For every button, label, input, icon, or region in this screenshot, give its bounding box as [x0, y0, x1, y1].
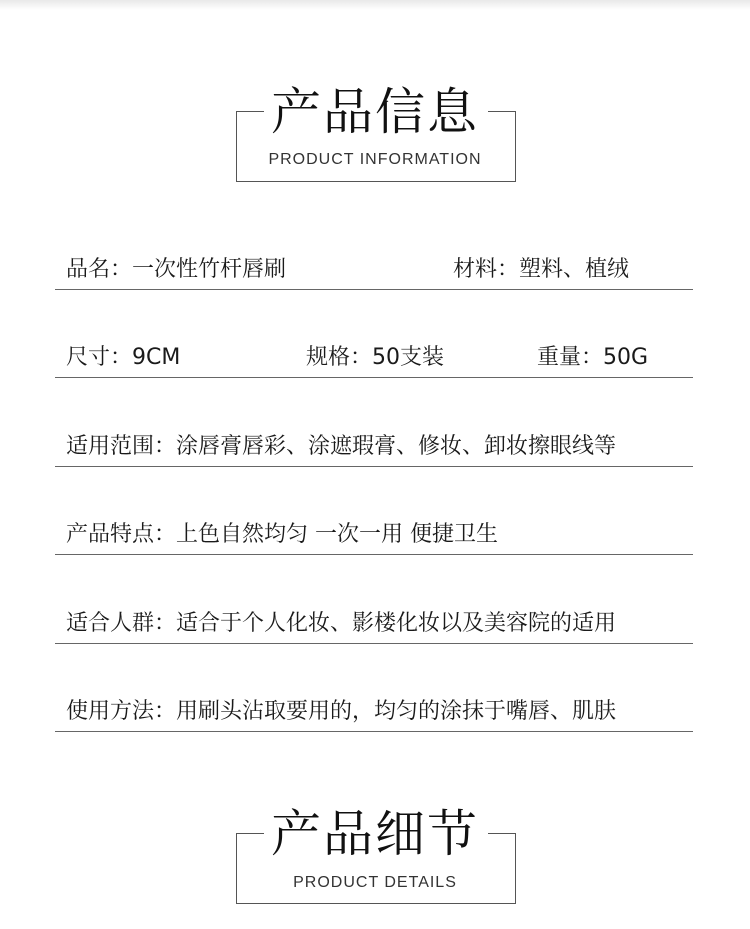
product-size: 尺寸：9CM: [66, 345, 181, 370]
product-material: 材料：塑料、植绒: [453, 257, 630, 282]
info-row-features: [55, 519, 693, 555]
product-weight: 重量：50G: [537, 345, 649, 370]
product-features: 产品特点：上色自然均匀 一次一用 便捷卫生: [66, 522, 498, 547]
info-row-name-material: [55, 254, 693, 290]
top-edge-shadow: [0, 0, 750, 10]
info-row-size-spec-weight: [55, 342, 693, 378]
section-title-cn: 产品细节: [271, 805, 479, 863]
section-title-cn: 产品信息: [271, 83, 479, 141]
product-name: 品名：一次性竹杆唇刷: [66, 257, 287, 282]
usage-instructions: 使用方法：用刷头沾取要用的，均匀的涂抹于嘴唇、肌肤: [66, 699, 617, 724]
info-row-usage-scope: [55, 431, 693, 467]
section-title-en: PRODUCT DETAILS: [293, 874, 457, 891]
info-row-instructions: [55, 696, 693, 732]
target-users: 适合人群：适合于个人化妆、影楼化妆以及美容院的适用: [66, 611, 617, 636]
section-title-en: PRODUCT INFORMATION: [268, 151, 482, 168]
info-row-target-users: [55, 608, 693, 644]
usage-scope: 适用范围：涂唇膏唇彩、涂遮瑕膏、修妆、卸妆擦眼线等: [66, 434, 617, 459]
product-spec: 规格：50支装: [306, 345, 444, 370]
